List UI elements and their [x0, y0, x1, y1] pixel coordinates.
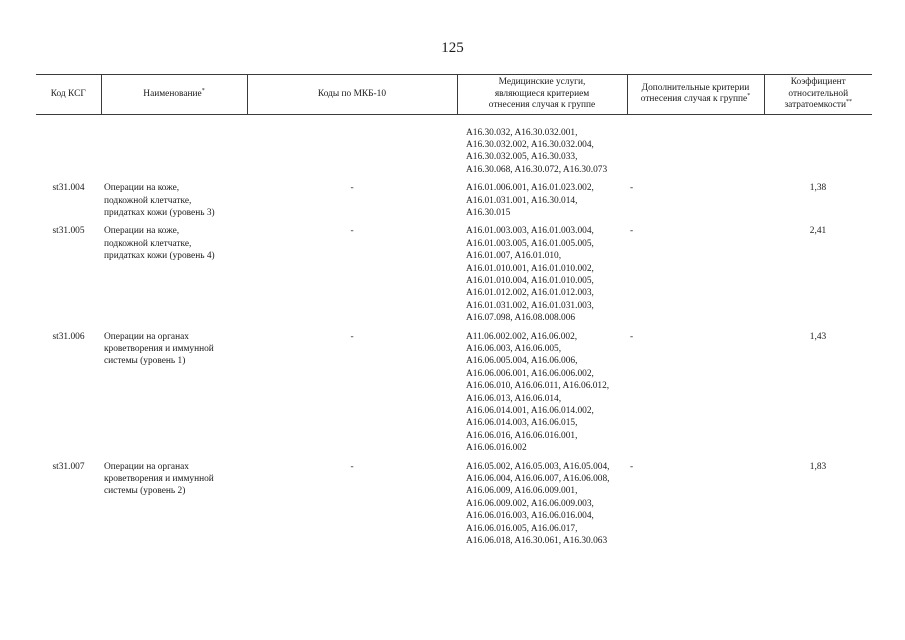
text-line: системы (уровень 2): [104, 486, 186, 497]
table-row: [36, 461, 872, 554]
criteria-cell: -: [630, 461, 634, 472]
table-row: [36, 331, 872, 461]
text-line: Операции на коже,: [104, 183, 180, 194]
text-line: подкожной клетчатке,: [104, 238, 192, 249]
text-line: подкожной клетчатке,: [104, 195, 192, 206]
name-cell: [101, 461, 247, 554]
coef-cell: 1,38: [809, 183, 827, 194]
text-line: A16.01.031.001, A16.30.014,: [466, 195, 578, 206]
ksg-table: [36, 74, 872, 554]
coef-cell: 1,83: [809, 461, 827, 472]
text-line: A16.01.003.005, A16.01.005.005,: [466, 238, 594, 249]
code-cell: st31.006: [52, 331, 85, 342]
criteria-cell: -: [630, 331, 634, 342]
header-services: Медицинские услуги, являющиеся критерием отнесения случая к группе: [457, 75, 627, 115]
text-line: придатках кожи (уровень 4): [104, 251, 215, 262]
text-line: A16.06.009, A16.06.009.001,: [466, 486, 578, 497]
text-line: A16.07.098, A16.08.008.006: [466, 313, 576, 324]
header-mkb: Коды по МКБ-10: [247, 75, 457, 115]
header-criteria: Дополнительные критерии отнесения случая к группе*: [627, 75, 764, 115]
text-line: A16.06.010, A16.06.011, A16.06.012,: [466, 381, 610, 392]
text-line: A16.01.012.002, A16.01.012.003,: [466, 288, 594, 299]
text-line: A16.06.014.003, A16.06.015,: [466, 418, 578, 429]
text-line: A16.06.016.003, A16.06.016.004,: [466, 511, 594, 522]
table-body: [36, 114, 872, 554]
services-cell: [457, 331, 627, 461]
table-row-continuation: [36, 114, 872, 182]
text-line: A16.01.031.002, A16.01.031.003,: [466, 300, 594, 311]
text-line: A16.01.006.001, A16.01.023.002,: [466, 183, 594, 194]
text-line: A16.06.014.001, A16.06.014.002,: [466, 406, 594, 417]
text-line: A16.30.032.002, A16.30.032.004,: [466, 139, 594, 150]
mkb-cell: -: [350, 226, 354, 237]
header-coef: Коэффициент относительной затратоемкости**: [764, 75, 872, 115]
text-line: A16.30.032, A16.30.032.001,: [466, 127, 578, 138]
criteria-cell: -: [630, 183, 634, 194]
text-line: A16.06.004, A16.06.007, A16.06.008,: [466, 474, 610, 485]
text-line: кроветворения и иммунной: [104, 474, 214, 485]
code-cell: st31.005: [52, 226, 85, 237]
text-line: Операции на органах: [104, 331, 189, 342]
text-line: Операции на органах: [104, 461, 189, 472]
services-cell: [457, 114, 627, 182]
text-line: A16.06.016.005, A16.06.017,: [466, 523, 578, 534]
coef-cell: 2,41: [809, 226, 827, 237]
criteria-cell: -: [630, 226, 634, 237]
services-cell: [457, 461, 627, 554]
text-line: A16.30.068, A16.30.072, A16.30.073: [466, 164, 608, 175]
text-line: A11.06.002.002, A16.06.002,: [466, 331, 578, 342]
text-line: A16.06.013, A16.06.014,: [466, 393, 562, 404]
text-line: A16.30.032.005, A16.30.033,: [466, 152, 578, 163]
mkb-cell: -: [350, 461, 354, 472]
text-line: A16.30.015: [466, 207, 511, 218]
services-cell: [457, 182, 627, 225]
code-cell: st31.007: [52, 461, 85, 472]
table-header: [36, 75, 872, 115]
page-number: 125: [441, 40, 464, 56]
name-cell: [101, 331, 247, 461]
text-line: A16.01.003.003, A16.01.003.004,: [466, 226, 594, 237]
name-cell: [101, 182, 247, 225]
code-cell: st31.004: [52, 183, 85, 194]
name-cell: [101, 225, 247, 330]
text-line: системы (уровень 1): [104, 356, 186, 367]
text-line: A16.06.018, A16.30.061, A16.30.063: [466, 536, 608, 547]
mkb-cell: -: [350, 331, 354, 342]
text-line: придатках кожи (уровень 3): [104, 207, 215, 218]
services-cell: [457, 225, 627, 330]
table-row: [36, 182, 872, 225]
text-line: A16.06.006.001, A16.06.006.002,: [466, 368, 594, 379]
table-row: [36, 225, 872, 330]
text-line: A16.01.007, A16.01.010,: [466, 251, 562, 262]
text-line: A16.06.003, A16.06.005,: [466, 344, 562, 354]
text-line: кроветворения и иммунной: [104, 344, 214, 354]
text-line: A16.06.009.002, A16.06.009.003,: [466, 498, 594, 509]
coef-cell: 1,43: [809, 331, 827, 342]
mkb-cell: -: [350, 183, 354, 194]
header-code: Код КСГ: [36, 75, 101, 115]
text-line: Операции на коже,: [104, 226, 180, 237]
text-line: A16.01.010.004, A16.01.010.005,: [466, 275, 594, 286]
text-line: A16.05.002, A16.05.003, A16.05.004,: [466, 461, 610, 472]
text-line: A16.06.005.004, A16.06.006,: [466, 356, 578, 367]
text-line: A16.01.010.001, A16.01.010.002,: [466, 263, 594, 274]
text-line: A16.06.016.002: [466, 443, 527, 454]
header-name: Наименование*: [101, 75, 247, 115]
text-line: A16.06.016, A16.06.016.001,: [466, 430, 578, 441]
